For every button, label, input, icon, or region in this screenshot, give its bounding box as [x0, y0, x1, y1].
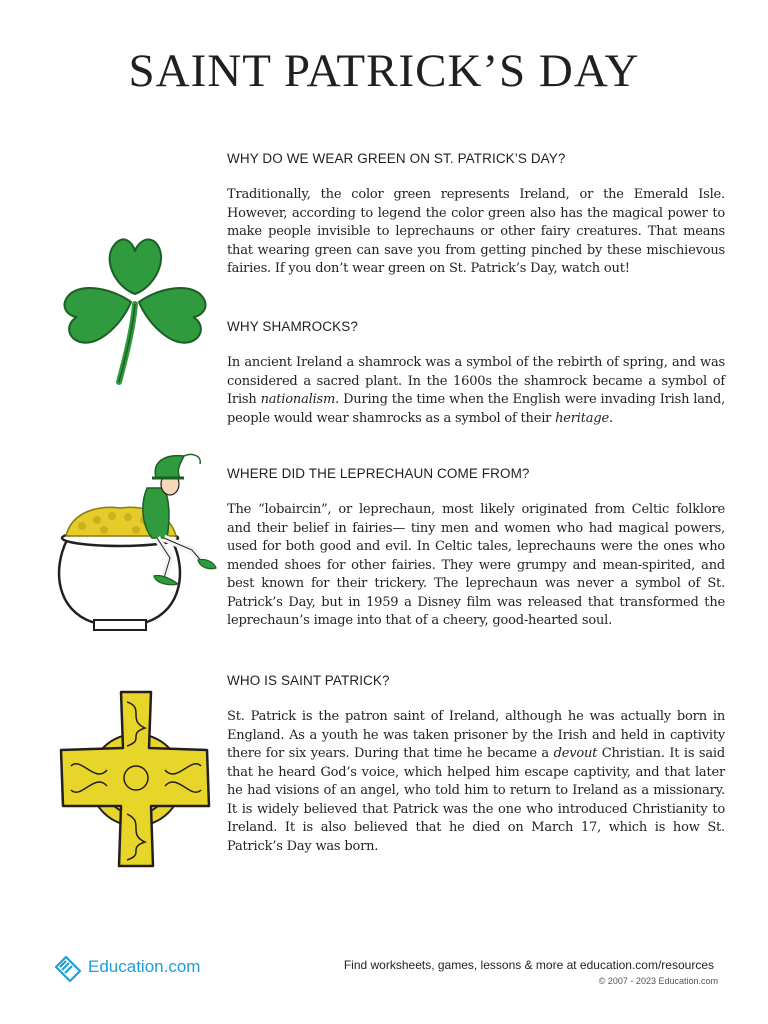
- education-com-logo[interactable]: [52, 951, 200, 983]
- section-body: Traditionally, the color green represents Ireland, or the Emerald Isle. However, according to legend the color green also has the magical power to make people invisible to leprechauns or other fairy creatures. That means that wearing green can save you from getting pinched by these mischievous fairies. If you don’t wear green on St. Patrick’s Day, watch out!: [227, 187, 725, 276]
- section-heading: WHY DO WE WEAR GREEN ON ST. PATRICK’S DAY?: [227, 151, 566, 166]
- emphasis-heritage: heritage: [555, 410, 609, 426]
- footer-copyright: © 2007 - 2023 Education.com: [598, 976, 718, 986]
- section-wear-green: [227, 151, 725, 279]
- logo-text: Education.com: [88, 957, 201, 976]
- emphasis-devout: devout: [553, 746, 598, 761]
- education-logo-icon: [52, 951, 84, 983]
- section-heading: WHY SHAMROCKS?: [227, 319, 358, 334]
- section-heading: WHO IS SAINT PATRICK?: [227, 673, 390, 688]
- shamrock-illustration: [55, 232, 215, 392]
- emphasis-nationalism: nationalism: [260, 392, 336, 407]
- celtic-cross-illustration: [55, 688, 217, 870]
- section-heading: WHERE DID THE LEPRECHAUN COME FROM?: [227, 466, 530, 481]
- footer-tagline[interactable]: Find worksheets, games, lessons & more at education.com/resources: [343, 958, 714, 972]
- section-shamrocks: [227, 319, 725, 428]
- section-leprechaun: [227, 466, 725, 631]
- section-body: In ancient Ireland a shamrock was a symbol of the rebirth of spring, and was considered a sacred plant. In the 1600s the shamrock became a symbol of Irish nationalism. During the time when the English were invading Irish land, people would wear shamrocks as a symbol of their heritage.: [227, 355, 726, 426]
- section-body: The “lobaircin”, or leprechaun, most likely originated from Celtic folklore and their belief in fairies— tiny men and women who had magical powers, used for both good and evil. In Celtic tales, leprechauns were the ones who mended shoes for other fairies. They were grumpy and mean-spirited, and best known for their trickery. The leprechaun was never a symbol of St. Patrick’s Day, but in 1959 a Disney film was released that transformed the leprechaun’s image into that of a cheery, good-hearted soul.: [227, 502, 725, 628]
- leprechaun-pot-of-gold-illustration: [52, 450, 222, 640]
- page-title: SAINT PATRICK’S DAY: [128, 45, 640, 97]
- section-saint-patrick: [227, 673, 725, 856]
- section-body: St. Patrick is the patron saint of Ireland, although he was actually born in England. As a youth he was taken prisoner by the Irish and held in captivity there for six years. During that time he became a devout Christian. It is said that he heard God’s voice, which helped him escape captivity, and that later he had visions of an angel, who told him to return to Ireland as a missionary. It is widely believed that Patrick was the one who introduced Christianity to Ireland. It is also believed that he died on March 17, which is how St. Patrick’s Day was born.: [227, 709, 725, 854]
